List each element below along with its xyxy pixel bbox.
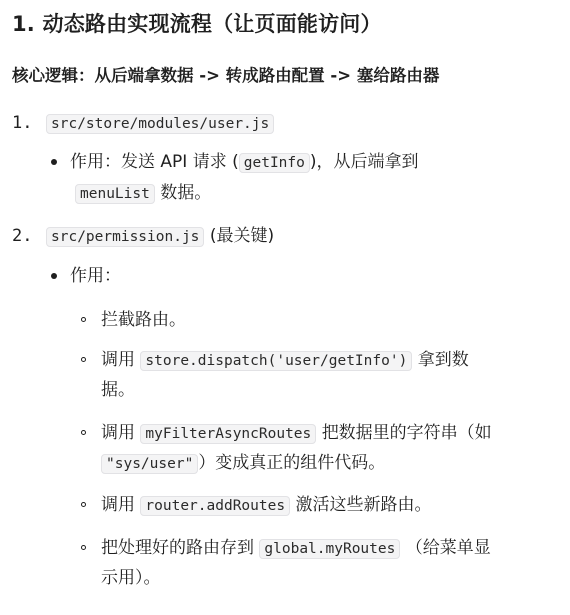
step-1-desc-suffix: )，从后端拿到	[309, 152, 419, 172]
subitem-5-line2: 示用）。	[101, 568, 161, 588]
subitem-4-prefix: 调用	[101, 495, 135, 515]
step-1-desc-prefix: 作用：发送 API 请求 (	[70, 152, 239, 172]
step-2-line	[46, 221, 274, 252]
subitem-3-prefix: 调用	[101, 423, 135, 443]
step-1-menulist-code: menuList	[75, 184, 155, 204]
subitem-3-cont: ）变成真正的组件代码。	[198, 453, 386, 473]
step-2-file-suffix: (最关键)	[209, 226, 275, 246]
subitem-4-line1	[101, 490, 432, 521]
subitem-2-code: store.dispatch('user/getInfo')	[140, 351, 412, 371]
step-1-desc-suffix2: 数据。	[160, 183, 212, 203]
step-1-number: 1.	[12, 113, 33, 133]
subitem-4-marker	[81, 502, 86, 507]
step-2-number: 2.	[12, 226, 33, 246]
step-2-desc-label: 作用：	[70, 266, 121, 286]
step-1-bullet	[51, 159, 57, 165]
subitem-2-line2: 据。	[101, 380, 135, 400]
subitem-5-code: global.myRoutes	[259, 539, 400, 559]
step-2-bullet	[51, 273, 57, 279]
subitem-4-suffix: 激活这些新路由。	[295, 495, 432, 515]
subitem-3-code: myFilterAsyncRoutes	[140, 424, 316, 444]
step-1-getinfo-code: getInfo	[239, 153, 310, 173]
subitem-3-line2	[101, 448, 385, 479]
step-2-file-code: src/permission.js	[46, 227, 204, 247]
subitem-2-line1	[101, 345, 469, 376]
subitem-1-marker	[81, 317, 86, 322]
subitem-3-code2: "sys/user"	[101, 454, 198, 474]
subitem-2-prefix: 调用	[101, 350, 135, 370]
section-heading: 1. 动态路由实现流程（让页面能访问）	[12, 12, 382, 36]
subitem-3-marker	[81, 430, 86, 435]
subitem-2-suffix: 拿到数	[417, 350, 469, 370]
subitem-5-suffix: （给菜单显	[405, 538, 491, 558]
subitem-1-text: 拦截路由。	[101, 310, 186, 330]
subitem-3-suffix: 把数据里的字符串（如	[321, 423, 492, 443]
step-1-desc-line1	[70, 147, 419, 178]
step-1-desc-line2	[75, 178, 211, 209]
subitem-5-marker	[81, 545, 86, 550]
step-1-file-code: src/store/modules/user.js	[46, 114, 274, 134]
subitem-5-line1	[101, 533, 491, 564]
subitem-5-prefix: 把处理好的路由存到	[101, 538, 254, 558]
subitem-4-code: router.addRoutes	[140, 496, 290, 516]
subitem-3-line1	[101, 418, 492, 449]
subitem-2-marker	[81, 357, 86, 362]
core-logic-text: 核心逻辑：从后端拿数据 -> 转成路由配置 -> 塞给路由器	[12, 66, 440, 85]
step-1-line	[46, 108, 274, 139]
